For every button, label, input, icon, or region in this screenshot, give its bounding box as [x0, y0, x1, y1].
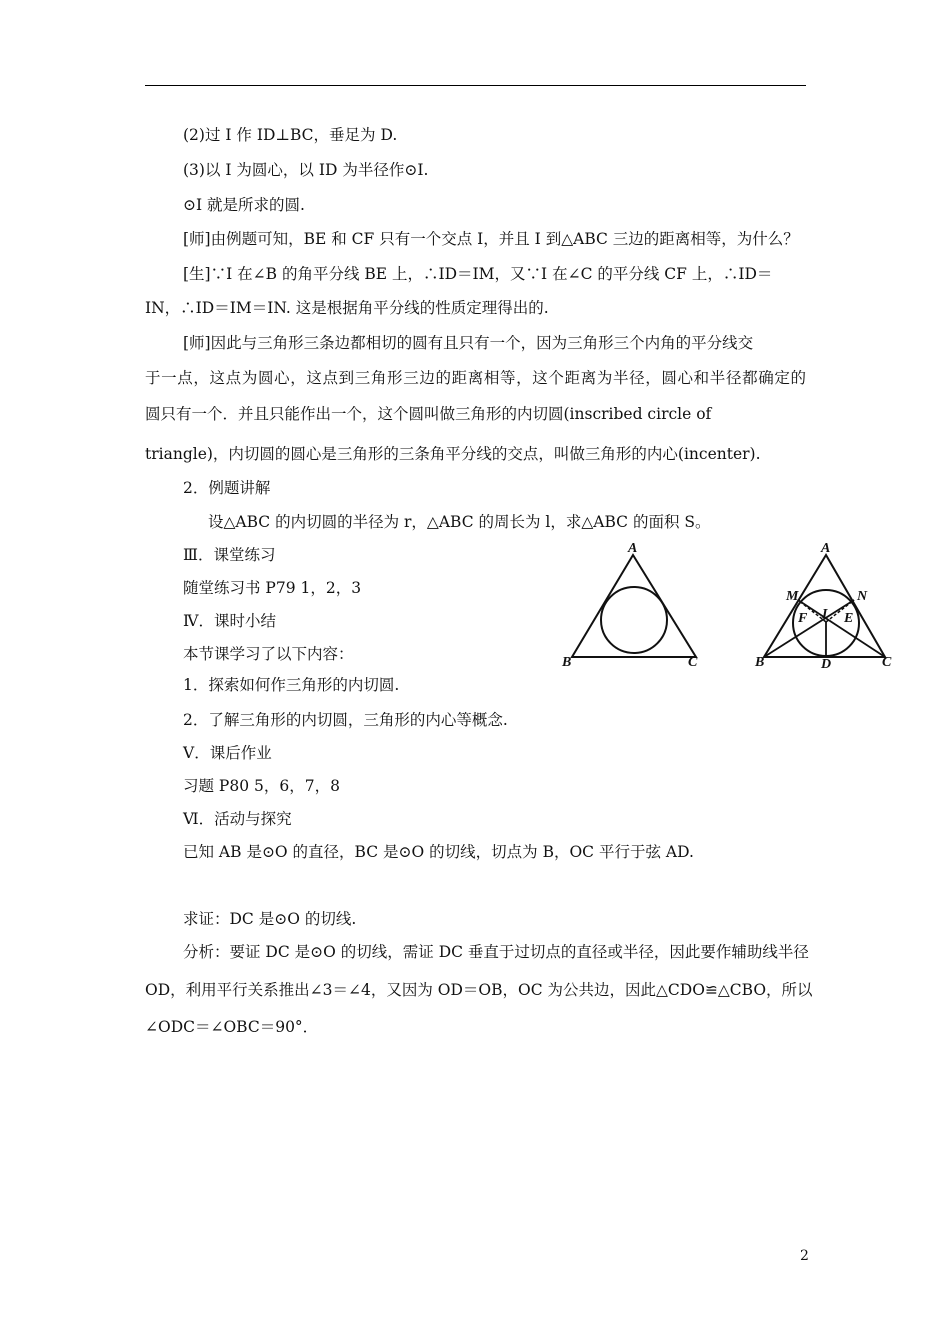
- incircle: [601, 587, 667, 653]
- text-line-12: 设△ABC 的内切圆的半径为 r，△ABC 的周长为 l，求△ABC 的面积 S。: [208, 513, 711, 531]
- text-line-16: 本节课学习了以下内容：: [183, 645, 354, 663]
- text-line-7: [师]因此与三角形三条边都相切的圆有且只有一个，因为三角形三个内角的平分线交: [183, 334, 754, 352]
- page-number: 2: [800, 1248, 809, 1264]
- figure-incenter-triangle: [752, 540, 902, 675]
- label-b: B: [562, 655, 572, 670]
- label-n: N: [857, 589, 868, 604]
- label-a-2: A: [821, 541, 831, 556]
- text-line-2: (3)以 I 为圆心，以 ID 为半径作⊙I.: [183, 161, 429, 179]
- text-line-9: 圆只有一个．并且只能作出一个，这个圆叫做三角形的内切圆(inscribed circle of: [145, 405, 712, 423]
- text-line-25: OD，利用平行关系推出∠3＝∠4，又因为 OD＝OB，OC 为公共边，因此△CDO≌△CBO，所以: [145, 981, 813, 999]
- header-rule: [145, 85, 806, 86]
- triangle-abc-2: [764, 555, 885, 657]
- label-i: I: [822, 607, 828, 622]
- text-line-15: Ⅳ．课时小结: [183, 612, 276, 630]
- label-b-2: B: [755, 655, 765, 670]
- label-f: F: [798, 611, 808, 626]
- text-line-24: 分析：要证 DC 是⊙O 的切线，需证 DC 垂直于过切点的直径或半径，因此要作辅助线半径: [183, 943, 809, 961]
- label-c-2: C: [882, 655, 892, 670]
- text-line-21: Ⅵ．活动与探究: [183, 810, 292, 828]
- label-m: M: [786, 589, 799, 604]
- text-line-22: 已知 AB 是⊙O 的直径，BC 是⊙O 的切线，切点为 B，OC 平行于弦 AD.: [183, 843, 694, 861]
- figure-incircle-triangle: [560, 540, 710, 675]
- text-line-11: 2．例题讲解: [183, 479, 271, 497]
- label-c: C: [688, 655, 698, 670]
- text-line-1: (2)过 I 作 ID⊥BC，垂足为 D.: [183, 126, 398, 144]
- text-line-14: 随堂练习书 P79 1，2，3: [183, 579, 362, 597]
- text-line-3: ⊙I 就是所求的圆.: [183, 196, 305, 214]
- text-line-20: 习题 P80 5，6，7，8: [183, 777, 340, 795]
- label-e: E: [844, 611, 854, 626]
- text-line-8: 于一点，这点为圆心，这点到三角形三边的距离相等，这个距离为半径，圆心和半径都确定的: [145, 369, 806, 387]
- text-line-19: Ⅴ．课后作业: [183, 744, 272, 762]
- text-line-5: [生]∵I 在∠B 的角平分线 BE 上，∴ID＝IM，又∵I 在∠C 的平分线 CF 上，∴ID＝: [183, 265, 773, 283]
- label-d: D: [821, 657, 832, 672]
- text-line-13: Ⅲ．课堂练习: [183, 546, 276, 564]
- label-a: A: [628, 541, 638, 556]
- text-line-10: triangle)，内切圆的圆心是三角形的三条角平分线的交点，叫做三角形的内心(incenter).: [145, 445, 761, 463]
- text-line-26: ∠ODC＝∠OBC＝90°．: [145, 1018, 319, 1036]
- text-line-18: 2．了解三角形的内切圆，三角形的内心等概念.: [183, 711, 508, 729]
- text-line-17: 1．探索如何作三角形的内切圆.: [183, 676, 400, 694]
- triangle-abc: [572, 555, 696, 657]
- text-line-4: [师]由例题可知，BE 和 CF 只有一个交点 I，并且 I 到△ABC 三边的距离相等，为什么？: [183, 230, 799, 248]
- text-line-6: IN，∴ID＝IM＝IN. 这是根据角平分线的性质定理得出的.: [145, 299, 549, 317]
- text-line-23: 求证：DC 是⊙O 的切线.: [183, 910, 357, 928]
